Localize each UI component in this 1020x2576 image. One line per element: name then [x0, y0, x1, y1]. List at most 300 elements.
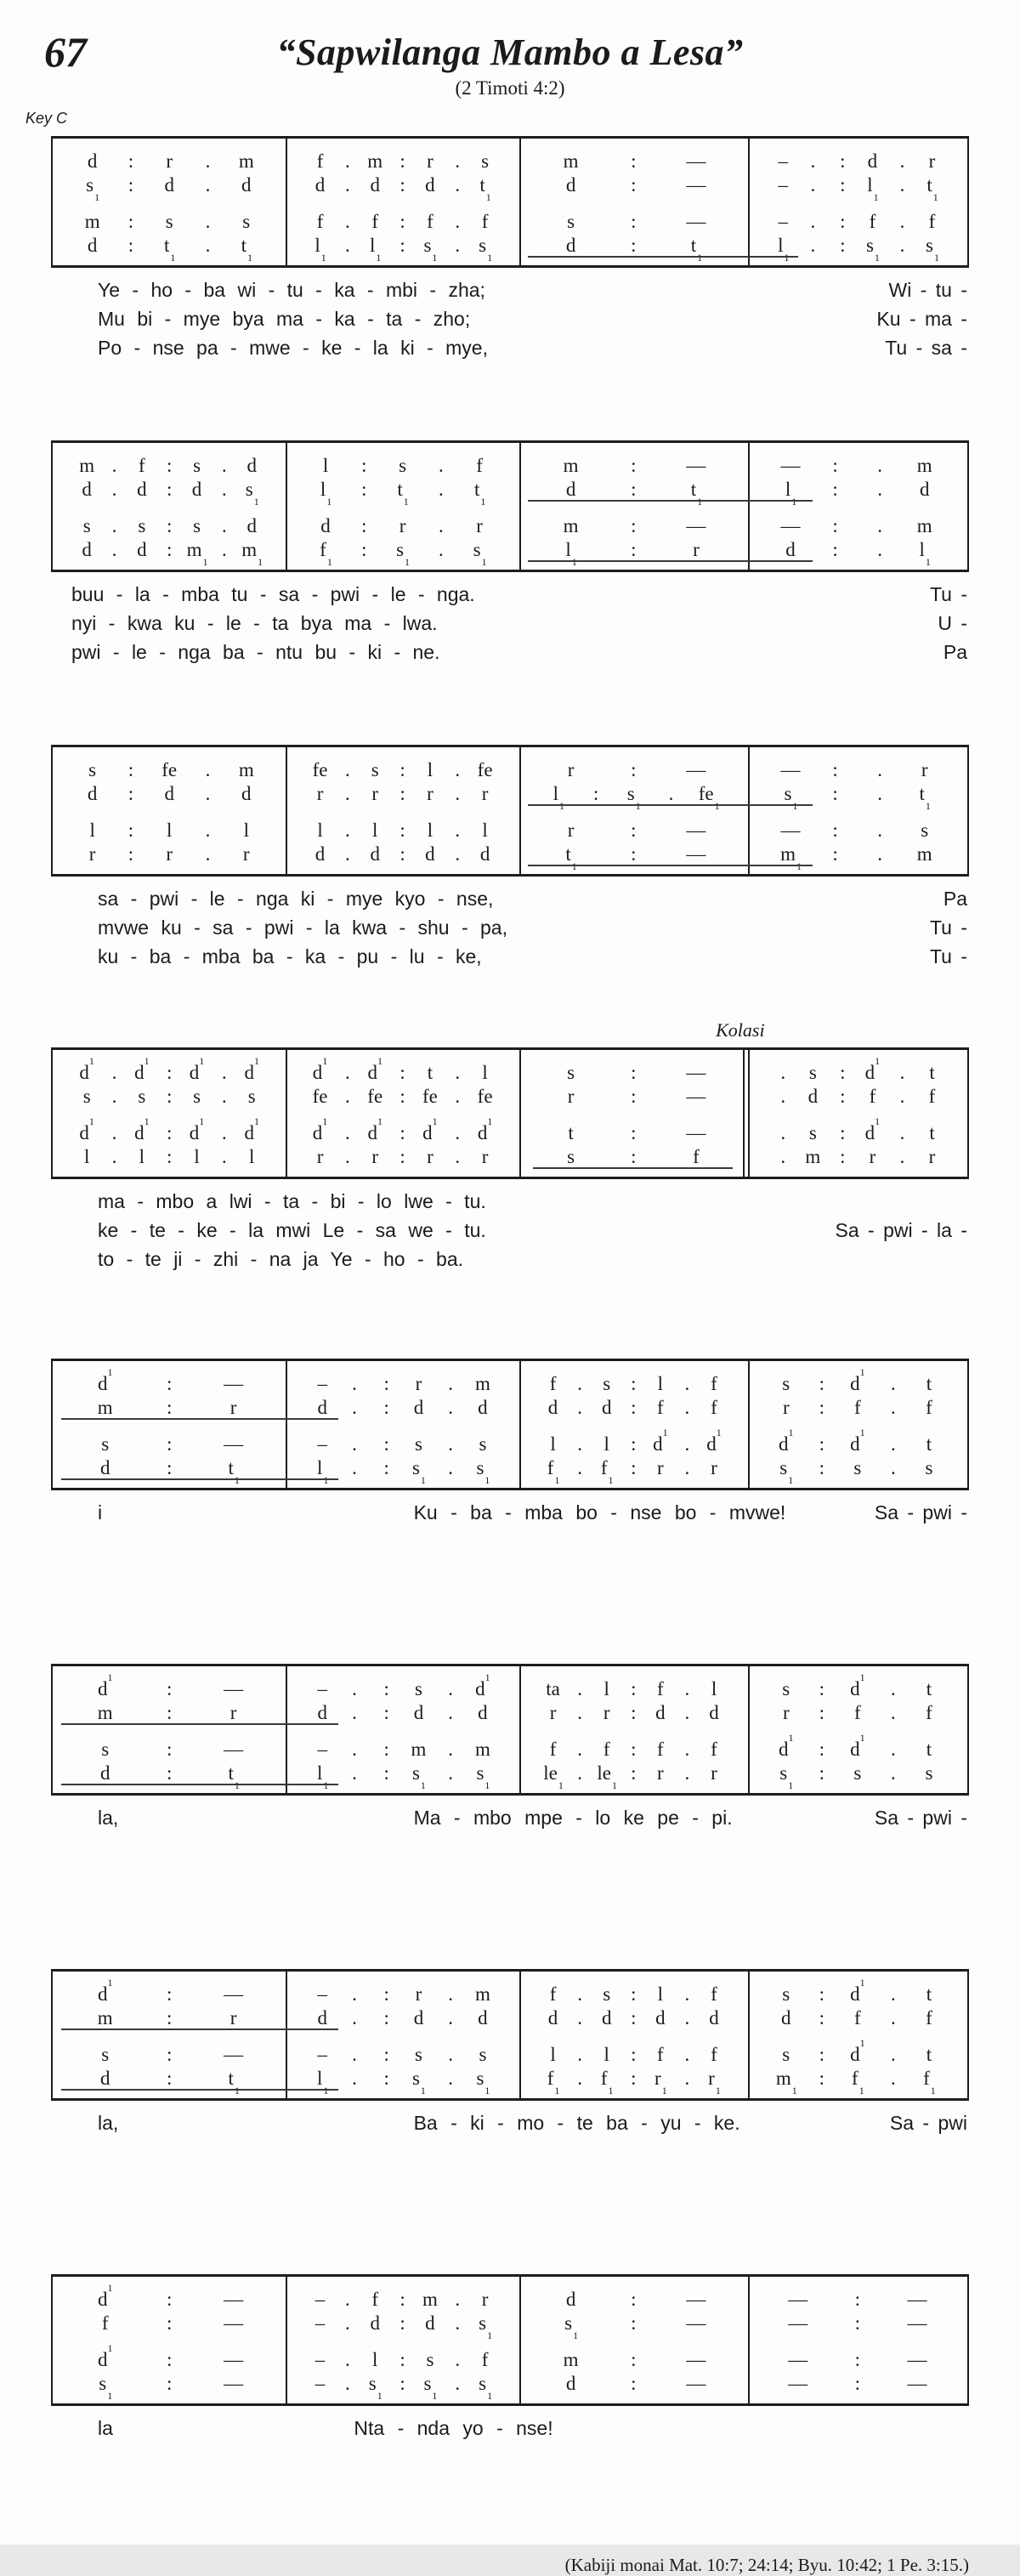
solfa-token: r [869, 1145, 876, 1167]
solfa-token: . [455, 210, 461, 232]
solfa-token: . [810, 150, 816, 172]
solfa-token: : [166, 2312, 173, 2334]
measure-cell [53, 1054, 286, 1084]
solfa-token: : [361, 514, 367, 536]
solfa-token: r [166, 150, 173, 172]
solfa-token: . [891, 2006, 896, 2028]
solfa-token: f [657, 2043, 664, 2065]
solfa-token: s [808, 1121, 817, 1143]
solfa-token: m [563, 514, 579, 536]
solfa-token: t [929, 1061, 935, 1083]
solfa-token: r [567, 819, 575, 841]
solfa-token: t [926, 1677, 932, 1699]
solfa-token: – [778, 210, 789, 232]
solfa-token: d [317, 2006, 327, 2028]
voice-rows [53, 2277, 967, 2403]
measure-cell [519, 173, 748, 196]
solfa-token: r [427, 150, 434, 172]
solfa-token: : [840, 1145, 846, 1167]
measure-cell [748, 1700, 967, 1724]
solfa-token: r [415, 1372, 422, 1394]
measure-cell [53, 2311, 286, 2335]
solfa-token: . [455, 1085, 461, 1107]
solfa-token: : [631, 150, 637, 172]
solfa-token: l [550, 1433, 556, 1455]
solfa-token: $r_1$ [654, 2067, 667, 2097]
measure-cell [286, 477, 518, 508]
measure-cell [53, 233, 286, 264]
solfa-token: : [166, 1456, 173, 1478]
solfa-token: $s_1$ [479, 2372, 493, 2403]
solfa-token: : [383, 1701, 389, 1723]
voice-row [53, 209, 967, 233]
lyric-line [51, 641, 969, 670]
solfa-token: f [854, 2006, 861, 2028]
solfa-token: . [448, 1433, 454, 1455]
lyric-text-left: to - te ji - zhi - na ja Ye - ho - ba. [98, 1248, 463, 1270]
solfa-token: : [832, 819, 838, 841]
measure-cell [519, 1060, 748, 1084]
solfa-token: $s_1$ [926, 234, 939, 264]
solfa-token: d [99, 1456, 110, 1478]
solfa-token: f [926, 1396, 932, 1418]
measure-cell [748, 1455, 967, 1487]
solfa-token: r [711, 1456, 717, 1478]
voice-row [53, 1426, 967, 1455]
solfa-token: . [891, 2043, 896, 2065]
solfa-token: . [684, 1701, 690, 1723]
solfa-token: . [577, 1738, 582, 1760]
lyric-text-left: ma - mbo a lwi - ta - bi - lo lwe - tu. [98, 1190, 486, 1212]
solfa-token: m [563, 2348, 579, 2370]
solfa-token: $d^1$ [850, 1671, 865, 1699]
solfa-token: : [400, 1085, 405, 1107]
solfa-token: — [907, 2348, 927, 2370]
solfa-token: $d^1$ [850, 1426, 865, 1455]
solfa-token: f [316, 210, 324, 232]
solfa-token: . [684, 1372, 690, 1394]
solfa-token: . [891, 1983, 896, 2005]
measure-cell [286, 1084, 518, 1108]
solfa-token: . [668, 782, 674, 804]
solfa-token: $s_1$ [86, 173, 100, 204]
solfa-token: $t_1$ [919, 782, 931, 813]
solfa-token: r [657, 1456, 664, 1478]
solfa-token: — [788, 2372, 808, 2394]
measure-cell [748, 1144, 967, 1168]
solfa-token: . [577, 1983, 582, 2005]
solfa-token: f [928, 1085, 936, 1107]
music-systems [0, 136, 1020, 2441]
measure-cell [53, 2341, 286, 2371]
solfa-token: : [128, 234, 134, 256]
solfa-token: . [891, 1701, 896, 1723]
solfa-token: $t_1$ [690, 234, 703, 264]
measure-cell [748, 1671, 967, 1700]
measure-cell [286, 2066, 518, 2097]
voice-row [53, 2281, 967, 2311]
solfa-token: . [455, 234, 461, 256]
solfa-token: : [361, 454, 367, 476]
solfa-token: d [655, 1701, 666, 1723]
measure-cell [519, 842, 748, 873]
solfa-token: : [166, 1433, 173, 1455]
solfa-token: $t_1$ [565, 843, 577, 873]
measure-cell [519, 2347, 748, 2371]
measure-cell [748, 2347, 967, 2371]
solfa-token: d [565, 2372, 576, 2394]
lyric-line [51, 583, 969, 612]
solfa-token: – [778, 173, 789, 196]
solfa-token: . [899, 210, 905, 232]
solfa-token: d [191, 478, 202, 500]
measure-cell [286, 2287, 518, 2311]
solfa-token: : [166, 1677, 173, 1699]
lyrics-block [51, 888, 969, 974]
solfa-token: : [631, 210, 637, 232]
solfa-token: . [352, 1983, 357, 2005]
solfa-token: . [577, 1456, 582, 1478]
solfa-token: . [877, 758, 883, 780]
solfa-token: : [167, 1085, 173, 1107]
measure-cell [286, 1671, 518, 1700]
solfa-token: s [371, 758, 379, 780]
lyric-text-right: Sa - pwi [889, 2112, 967, 2134]
measure-cell [748, 818, 967, 842]
lyric-text-right: Tu - sa - [885, 337, 967, 359]
solfa-token: : [383, 1738, 389, 1760]
solfa-token: — [224, 1738, 244, 1760]
solfa-token: s [82, 514, 91, 536]
solfa-token: : [832, 478, 838, 500]
solfa-token: : [840, 234, 846, 256]
solfa-token: r [928, 150, 936, 172]
measure-cell [286, 513, 518, 537]
solfa-token: : [400, 2372, 405, 2394]
measure-cell [748, 453, 967, 477]
solfa-token: : [383, 2067, 389, 2089]
lyric-text-mid: Ba - ki - mo - te ba - yu - ke. [413, 2112, 740, 2134]
solfa-token: . [899, 1061, 905, 1083]
solfa-token: d [478, 2006, 488, 2028]
solfa-token: — [686, 514, 706, 536]
voice-row [53, 1365, 967, 1395]
lyric-line [51, 888, 969, 916]
measure-cell [519, 453, 748, 477]
solfa-token: s [808, 1061, 817, 1083]
solfa-token: m [474, 1738, 490, 1760]
measure-cell [519, 1371, 748, 1395]
solfa-token: r [242, 843, 250, 865]
solfa-token: s [782, 1983, 790, 2005]
solfa-token: . [345, 173, 350, 196]
solfa-token: : [128, 758, 134, 780]
solfa-token: . [684, 1762, 690, 1784]
solfa-token: : [832, 514, 838, 536]
solfa-token: $d^1$ [477, 1115, 493, 1143]
solfa-token: . [448, 1762, 454, 1784]
solfa-token: — [686, 2372, 706, 2394]
solfa-token: m [97, 1701, 113, 1723]
solfa-token: l [482, 819, 488, 841]
solfa-token: s [193, 454, 201, 476]
solfa-token: : [631, 478, 637, 500]
solfa-token: t [929, 1121, 935, 1143]
solfa-token: . [684, 1456, 690, 1478]
measure-cell [286, 1700, 518, 1724]
solfa-token: r [928, 1145, 936, 1167]
solfa-token: : [819, 1372, 825, 1394]
system-frame [51, 1019, 969, 1179]
solfa-token: fe [477, 758, 493, 780]
solfa-token: : [854, 2372, 861, 2394]
measure-cell [519, 1700, 748, 1724]
solfa-token: s [782, 2043, 790, 2065]
lyric-text-left: nyi - kwa ku - le - ta bya ma - lwa. [71, 612, 438, 634]
measure-cell [748, 1761, 967, 1792]
solfa-token: $d^1$ [134, 1115, 150, 1143]
solfa-token: . [205, 210, 211, 232]
solfa-token: s [242, 210, 251, 232]
measure-cell [286, 1395, 518, 1419]
solfa-token: $r_1$ [708, 2067, 721, 2097]
voice-row [53, 1144, 967, 1168]
solfa-token: — [686, 173, 706, 196]
solfa-token: . [577, 2043, 582, 2065]
voice-row [53, 1671, 967, 1700]
solfa-token: : [400, 173, 405, 196]
solfa-token: : [819, 1433, 825, 1455]
voice-rows [53, 443, 967, 570]
solfa-token: f [711, 1396, 717, 1418]
solfa-token: — [780, 454, 801, 476]
solfa-token: m [474, 1983, 490, 2005]
solfa-token: $f_1$ [923, 2067, 936, 2097]
solfa-token: r [427, 1145, 434, 1167]
solfa-token: : [631, 1983, 637, 2005]
solfa-token: . [899, 1085, 905, 1107]
solfa-token: m [238, 758, 254, 780]
solfa-token: . [222, 1145, 227, 1167]
lyric-text-right: Ku - ma - [876, 308, 967, 330]
lyric-text-left: Po - nse pa - mwe - ke - la ki - mye, [98, 337, 488, 359]
measure-cell [519, 1121, 748, 1144]
solfa-token: $d^1$ [850, 1365, 865, 1394]
solfa-token: . [780, 1085, 786, 1107]
solfa-token: : [819, 1762, 825, 1784]
solfa-token: $s_1$ [423, 234, 438, 264]
lyric-text-mid: Nta - nda yo - nse! [354, 2417, 553, 2439]
solfa-token: : [631, 1061, 637, 1083]
solfa-token: f [854, 1701, 861, 1723]
solfa-token: $s_1$ [564, 2312, 579, 2342]
solfa-token: d [164, 782, 174, 804]
solfa-token: $l_1$ [867, 173, 879, 204]
solfa-token: : [166, 2348, 173, 2370]
solfa-token: . [877, 478, 883, 500]
solfa-token: d [919, 478, 930, 500]
measure-cell [519, 1084, 748, 1108]
measure-cell [519, 1982, 748, 2006]
solfa-token: t [427, 1061, 434, 1083]
measure-cell [53, 1976, 286, 2006]
solfa-token: d [413, 1396, 424, 1418]
solfa-token: $t_1$ [228, 1456, 240, 1487]
solfa-token: fe [367, 1085, 383, 1107]
solfa-token: m [411, 1738, 427, 1760]
solfa-token: : [167, 478, 173, 500]
measure-cell [53, 209, 286, 233]
solfa-token: . [684, 2067, 690, 2089]
solfa-token: — [780, 758, 801, 780]
measure-cell [519, 1737, 748, 1761]
voice-row [53, 1115, 967, 1144]
solfa-token: $s_1$ [476, 1762, 490, 1792]
solfa-token: — [224, 2312, 244, 2334]
solfa-token: : [819, 2067, 825, 2089]
solfa-token: . [455, 782, 461, 804]
measure-cell [53, 513, 286, 537]
solfa-token: . [352, 2067, 357, 2089]
measure-cell [53, 1455, 286, 1487]
solfa-token: : [167, 454, 173, 476]
solfa-token: s [853, 1762, 862, 1784]
solfa-token: $s_1$ [479, 234, 493, 264]
solfa-token: . [111, 478, 117, 500]
measure-cell [286, 1982, 518, 2006]
footer-reference: (Kabiji monai Mat. 10:7; 24:14; Byu. 10:42; 1 Pe. 3:15.) [564, 2555, 969, 2575]
solfa-token: — [224, 2348, 244, 2370]
music-system [0, 745, 1020, 974]
solfa-token: . [345, 210, 350, 232]
solfa-token: f [711, 1372, 717, 1394]
solfa-token: : [167, 1121, 173, 1143]
voice-row [53, 537, 967, 569]
solfa-token: : [166, 1372, 173, 1394]
solfa-token: – [317, 1372, 327, 1394]
solfa-token: f [711, 1983, 717, 2005]
measure-cell [748, 2371, 967, 2395]
solfa-token: : [631, 758, 637, 780]
measure-cell [519, 209, 748, 233]
measure-cell [53, 1737, 286, 1761]
solfa-token: : [631, 1372, 637, 1394]
solfa-token: m [805, 1145, 821, 1167]
solfa-token: $l_1$ [317, 1762, 329, 1792]
solfa-token: s [782, 1372, 790, 1394]
solfa-token: . [684, 1983, 690, 2005]
solfa-token: . [345, 1085, 350, 1107]
solfa-token: d [479, 843, 490, 865]
music-system [0, 1019, 1020, 1277]
solfa-token: . [448, 1983, 454, 2005]
solfa-token: s [101, 2043, 110, 2065]
solfa-token: s [82, 1085, 91, 1107]
solfa-token: s [925, 1762, 933, 1784]
solfa-token: d [867, 150, 878, 172]
solfa-token: $l_1$ [317, 1456, 329, 1487]
solfa-token: . [810, 173, 816, 196]
measure-cell [286, 537, 518, 569]
solfa-token: f [481, 2348, 489, 2370]
measure-cell [519, 781, 748, 813]
solfa-token: r [782, 1701, 790, 1723]
key-signature: Key C [26, 110, 68, 127]
solfa-token: . [438, 538, 444, 560]
measure-cell [286, 173, 518, 204]
solfa-token: l [657, 1983, 664, 2005]
solfa-token: : [832, 758, 838, 780]
solfa-token: . [448, 2006, 454, 2028]
solfa-token: l [243, 819, 249, 841]
lyric-text-left: Mu bi - mye bya ma - ka - ta - zho; [98, 308, 471, 330]
solfa-token: $d^1$ [864, 1115, 881, 1143]
solfa-token: f [427, 210, 434, 232]
measure-cell [519, 2042, 748, 2066]
solfa-token: : [128, 150, 134, 172]
solfa-token: — [788, 2288, 808, 2310]
solfa-token: : [128, 173, 134, 196]
solfa-token: — [686, 2288, 706, 2310]
solfa-token: $d^1$ [79, 1115, 94, 1143]
lyric-line [51, 2417, 969, 2441]
lyrics-block [51, 2417, 969, 2441]
solfa-token: s [782, 1677, 790, 1699]
measure-cell [53, 842, 286, 865]
solfa-token: : [631, 2043, 637, 2065]
measure-cell [519, 1144, 748, 1168]
solfa-token: $d^1$ [367, 1054, 382, 1083]
voice-row [53, 149, 967, 173]
lyric-line [51, 916, 969, 945]
solfa-token: $d^1$ [850, 1731, 865, 1760]
solfa-token: $le_1$ [543, 1762, 564, 1792]
solfa-token: d [87, 234, 98, 256]
solfa-token: f [869, 1085, 876, 1107]
solfa-token: f [101, 2312, 109, 2334]
solfa-token: d [99, 2067, 110, 2089]
measure-cell [53, 1432, 286, 1455]
solfa-token: s [481, 150, 490, 172]
solfa-token: $d^1$ [864, 1054, 881, 1083]
solfa-token: — [224, 2288, 244, 2310]
solfa-token: . [448, 1677, 454, 1699]
solfa-token: . [438, 514, 444, 536]
solfa-token: : [400, 1121, 405, 1143]
solfa-token: s [193, 514, 201, 536]
solfa-token: . [111, 1061, 117, 1083]
measure-cell [286, 1371, 518, 1395]
solfa-token: $f_1$ [547, 1456, 560, 1487]
solfa-token: . [577, 1433, 582, 1455]
measure-cell [748, 149, 967, 173]
measure-cell [748, 2036, 967, 2066]
solfa-token: : [128, 210, 134, 232]
solfa-token: d [317, 1396, 327, 1418]
solfa-token: d [425, 843, 435, 865]
solfa-token: r [603, 1701, 610, 1723]
solfa-token: . [455, 2372, 461, 2394]
solfa-token: — [224, 2043, 244, 2065]
solfa-token: $d^1$ [189, 1115, 205, 1143]
solfa-token: m [563, 150, 579, 172]
solfa-token: d [164, 173, 174, 196]
solfa-token: $m_1$ [186, 538, 208, 569]
solfa-token: s [921, 819, 929, 841]
solfa-token: : [166, 1738, 173, 1760]
solfa-token: m [97, 1396, 113, 1418]
solfa-token: f [711, 2043, 717, 2065]
